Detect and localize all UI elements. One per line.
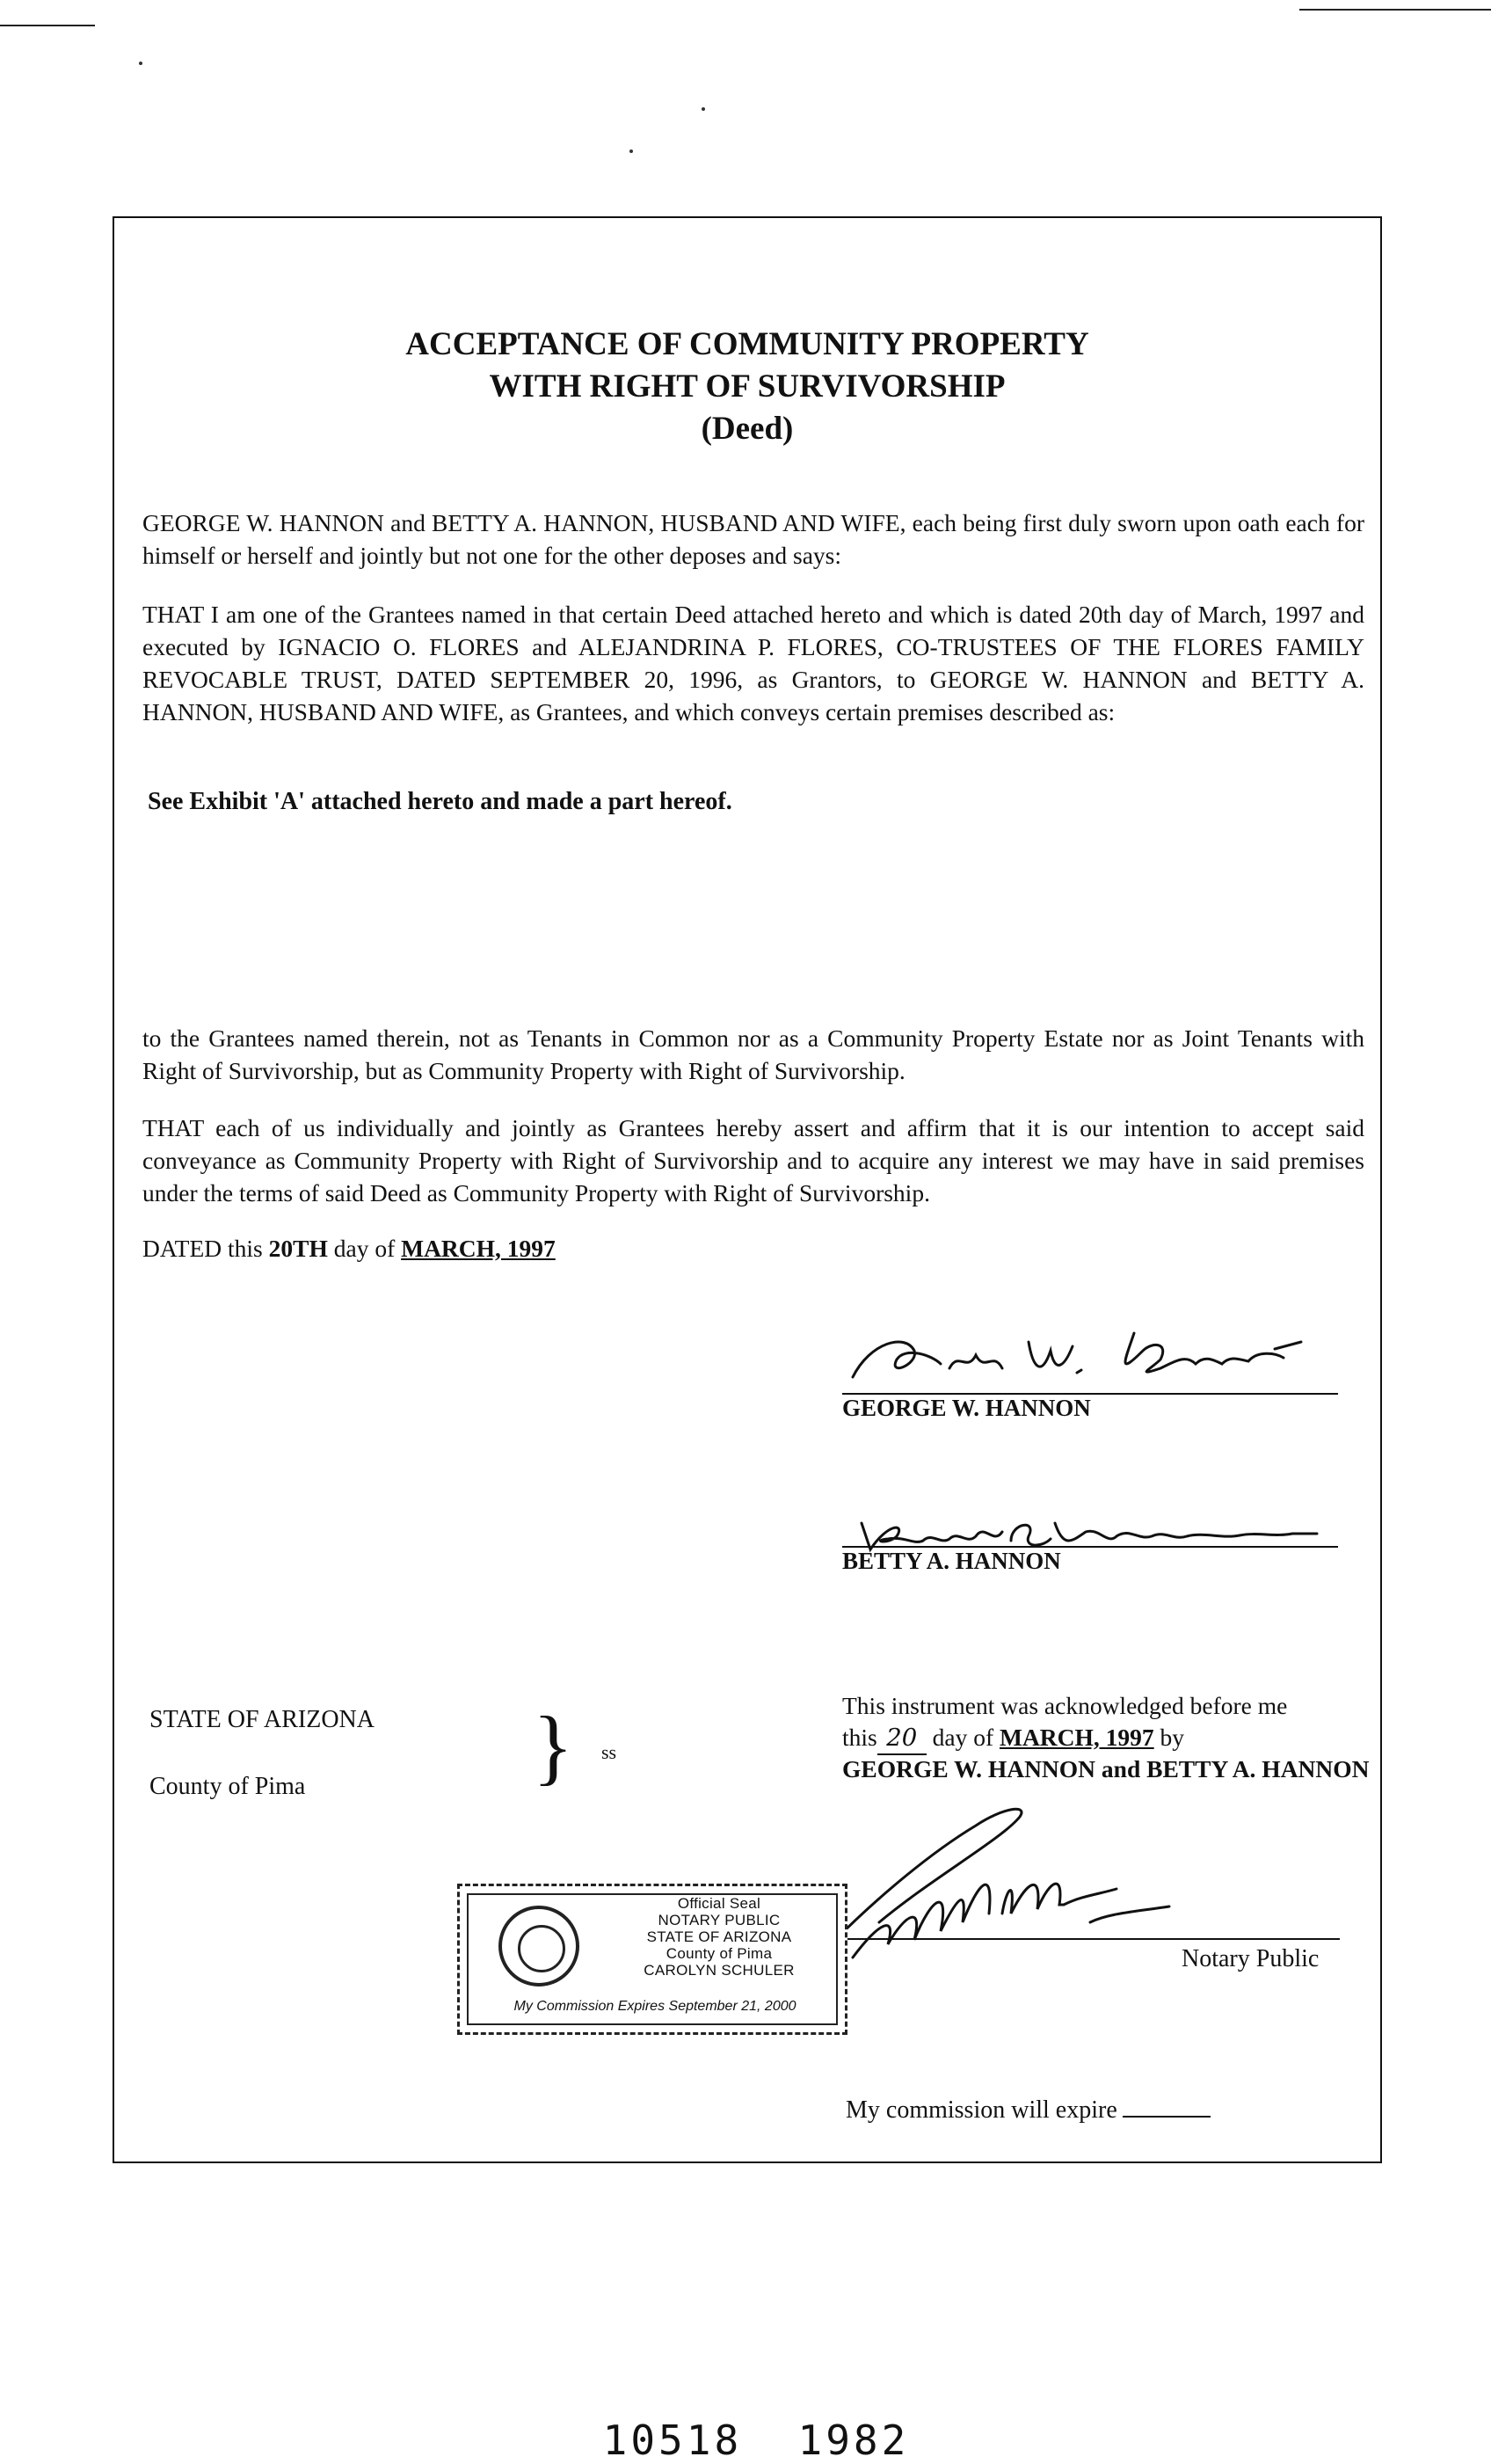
ack-by: by — [1160, 1724, 1185, 1751]
commission-expire-line — [846, 2093, 1211, 2125]
paragraph-tenancy: to the Grantees named therein, not as Tenants in Common nor as a Community Property Estate nor as Joint Tenants with Right of Survivorship, but as Community Property with Right of Survivorship. — [142, 1024, 1364, 1084]
notary-public-label: Notary Public — [1182, 1945, 1320, 1972]
ack-day-handwritten: 20 — [877, 1722, 927, 1755]
seal-expiration: My Commission Expires September 21, 2000 — [513, 1999, 796, 2014]
venue-state: STATE OF ARIZONA — [149, 1706, 375, 1733]
venue-county: County of Pima — [149, 1773, 306, 1800]
document-recording-number: 10518 1982 — [602, 2417, 910, 2464]
notary-seal — [457, 1884, 847, 2035]
document-title-line-3: (Deed) — [701, 411, 794, 447]
seal-line-5: CAROLYN SCHULER — [644, 1962, 795, 1979]
arizona-state-seal-icon — [498, 1906, 579, 1987]
dated-prefix: DATED this — [142, 1235, 263, 1262]
document-title-line-1: ACCEPTANCE OF COMMUNITY PROPERTY — [405, 326, 1089, 362]
acknowledgment-names: GEORGE W. HANNON and BETTY A. HANNON — [842, 1755, 1370, 1782]
paragraph-grantee-statement: THAT I am one of the Grantees named in that certain Deed attached hereto and which is dated 20th day of March, 1997 and executed by IGNACIO O. FLORES and ALEJANDRINA P. FLORES, CO-TRUSTEES OF THE FLORES FAMILY REVOCABLE TRUST, DATED SEPTEMBER 20, 1996, as Grantors, to GEORGE W. HANNON and BETTY A. HANNON, HUSBAND AND WIFE, as Grantees, and which conveys certain premises described as: — [142, 601, 1364, 725]
venue-ss: ss — [601, 1741, 617, 1763]
seal-line-3: STATE OF ARIZONA — [646, 1928, 792, 1945]
paragraph-affirmation: THAT each of us individually and jointly as Grantees hereby assert and affirm that it is our intention to accept said conveyance as Community Property with Right of Survivorship and to acquire any interest we may have in said premises under the terms of said Deed as Community Property with Right of Survivorship. — [142, 1114, 1364, 1206]
scan-speck — [139, 62, 142, 65]
acknowledgment-line-1: This instrument was acknowledged before me — [842, 1692, 1288, 1719]
ack-this: this — [842, 1724, 877, 1751]
betty-name: BETTY A. HANNON — [842, 1548, 1061, 1574]
dated-line — [142, 1235, 556, 1263]
scan-edge-line-right — [1299, 9, 1491, 11]
seal-line-1: Official Seal — [677, 1895, 761, 1912]
george-name: GEORGE W. HANNON — [842, 1395, 1091, 1421]
dated-day: 20TH — [268, 1235, 328, 1262]
commission-expire-blank — [1123, 2093, 1211, 2118]
seal-text — [609, 1895, 829, 1979]
seal-line-2: NOTARY PUBLIC — [658, 1912, 781, 1928]
commission-expire-text: My commission will expire — [846, 2096, 1117, 2124]
seal-line-4: County of Pima — [665, 1945, 773, 1962]
notary-signature — [826, 1790, 1248, 1966]
scan-speck — [702, 107, 705, 111]
notary-signature-line — [842, 1938, 1340, 1940]
scan-speck — [629, 149, 633, 153]
scan-edge-line-left — [0, 25, 95, 26]
acknowledgment-line-2 — [842, 1722, 1375, 1755]
dated-mid: day of — [333, 1235, 396, 1262]
venue-brace: } — [533, 1699, 574, 1793]
dated-month: MARCH, 1997 — [401, 1235, 556, 1262]
george-signature — [835, 1316, 1345, 1395]
ack-day-of: day of — [932, 1724, 994, 1751]
paragraph-oath: GEORGE W. HANNON and BETTY A. HANNON, HUSBAND AND WIFE, each being first duly sworn upon oath each for himself or herself and jointly but not one for the other deposes and says: — [142, 509, 1364, 569]
ack-month: MARCH, 1997 — [999, 1724, 1154, 1751]
document-title-line-2: WITH RIGHT OF SURVIVORSHIP — [489, 368, 1006, 405]
exhibit-reference: See Exhibit 'A' attached hereto and made a part hereof. — [148, 788, 732, 815]
